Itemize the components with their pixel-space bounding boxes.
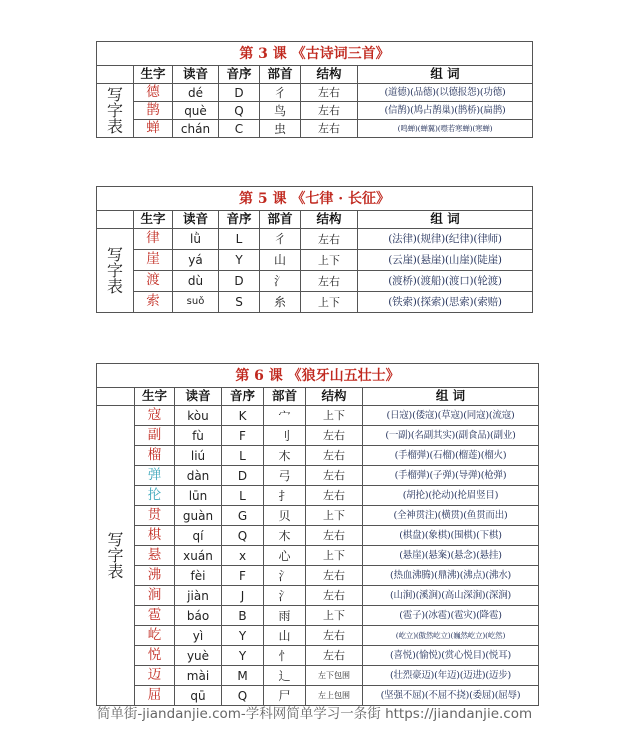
radical: 雨 xyxy=(264,606,306,626)
table-row xyxy=(97,426,539,446)
radical: 心 xyxy=(264,546,306,566)
table-row xyxy=(97,546,539,566)
header-char: 生字 xyxy=(135,388,175,406)
header-pinyin: 读音 xyxy=(173,66,219,84)
sequence-letter: D xyxy=(219,271,260,292)
pinyin: chán xyxy=(173,120,219,138)
sequence-letter: L xyxy=(222,446,264,466)
header-pinyin: 读音 xyxy=(173,211,219,229)
header-radical: 部首 xyxy=(260,66,301,84)
word-list: (道德)(品德)(以德报怨)(功德) xyxy=(358,84,533,102)
pinyin: liú xyxy=(175,446,222,466)
table-row xyxy=(97,406,539,426)
structure: 上下 xyxy=(301,292,358,313)
structure: 左右 xyxy=(306,486,363,506)
pinyin: mài xyxy=(175,666,222,686)
pinyin: qí xyxy=(175,526,222,546)
lesson-3-table xyxy=(96,41,533,138)
new-char: 屹 xyxy=(135,626,175,646)
pinyin: qū xyxy=(175,686,222,706)
table-row xyxy=(97,271,533,292)
new-char: 寇 xyxy=(135,406,175,426)
word-list: (手榴弹)(石榴)(榴莲)(榴火) xyxy=(363,446,539,466)
radical: 彳 xyxy=(260,84,301,102)
radical: 氵 xyxy=(264,566,306,586)
pinyin: fù xyxy=(175,426,222,446)
structure: 左右 xyxy=(306,426,363,446)
table-row xyxy=(97,666,539,686)
new-char: 德 xyxy=(134,84,173,102)
side-label-char: 表 xyxy=(106,276,123,296)
table-row xyxy=(97,102,533,120)
word-list: (悬崖)(悬案)(悬念)(悬挂) xyxy=(363,546,539,566)
structure: 左右 xyxy=(306,646,363,666)
structure: 上下 xyxy=(306,406,363,426)
pinyin: kòu xyxy=(175,406,222,426)
word-list: (信鹊)(鸠占鹊巢)(鹊桥)(扁鹊) xyxy=(358,102,533,120)
table-row xyxy=(97,446,539,466)
radical: 刂 xyxy=(264,426,306,446)
new-char: 榴 xyxy=(135,446,175,466)
radical: 辶 xyxy=(264,666,306,686)
table-row xyxy=(97,292,533,313)
pinyin: yì xyxy=(175,626,222,646)
word-list: (喜悦)(愉悦)(赏心悦目)(悦耳) xyxy=(363,646,539,666)
sequence-letter: C xyxy=(219,120,260,138)
word-list: (胡抡)(抡动)(抡眉竖目) xyxy=(363,486,539,506)
radical: 山 xyxy=(264,626,306,646)
sequence-letter: M xyxy=(222,666,264,686)
structure: 左右 xyxy=(306,466,363,486)
lesson-title: 第 3 课 《古诗词三首》 xyxy=(97,42,533,66)
new-char: 贯 xyxy=(135,506,175,526)
header-structure: 结构 xyxy=(301,66,358,84)
header-seq: 音序 xyxy=(219,66,260,84)
sequence-letter: S xyxy=(219,292,260,313)
radical: 忄 xyxy=(264,646,306,666)
pinyin: dé xyxy=(173,84,219,102)
structure: 上下 xyxy=(306,606,363,626)
side-label-char: 表 xyxy=(107,561,124,581)
table-row xyxy=(97,84,533,102)
side-label-char: 表 xyxy=(106,116,123,136)
pinyin: yuè xyxy=(175,646,222,666)
sequence-letter: L xyxy=(219,229,260,250)
new-char: 迈 xyxy=(135,666,175,686)
structure: 左右 xyxy=(301,271,358,292)
sequence-letter: B xyxy=(222,606,264,626)
side-label-char: 字 xyxy=(106,100,123,120)
header-radical: 部首 xyxy=(264,388,306,406)
watermark-footer: 简单街-jiandanjie.com-学科网简单学习一条街 https://jiandanjie.com xyxy=(96,706,533,722)
structure: 上下 xyxy=(306,546,363,566)
new-char: 雹 xyxy=(135,606,175,626)
word-list: (屹立)(傲然屹立)(巍然屹立)(屹然) xyxy=(363,626,539,646)
word-list: (棋盘)(象棋)(围棋)(下棋) xyxy=(363,526,539,546)
header-seq: 音序 xyxy=(222,388,264,406)
radical: 宀 xyxy=(264,406,306,426)
table-row xyxy=(97,486,539,506)
lesson-title: 第 5 课 《七律 · 长征》 xyxy=(97,187,533,211)
pinyin: jiàn xyxy=(175,586,222,606)
header-structure: 结构 xyxy=(301,211,358,229)
structure: 左右 xyxy=(306,586,363,606)
table-row xyxy=(97,566,539,586)
pinyin: báo xyxy=(175,606,222,626)
header-corner xyxy=(97,211,134,229)
word-list: (坚强不屈)(不屈不挠)(委屈)(屈辱) xyxy=(363,686,539,706)
radical: 木 xyxy=(264,446,306,466)
sequence-letter: Q xyxy=(222,686,264,706)
word-list: (铁索)(探索)(思索)(索赔) xyxy=(358,292,533,313)
side-label-char: 写 xyxy=(107,529,124,549)
structure: 左右 xyxy=(301,120,358,138)
lesson-title: 第 6 课 《狼牙山五壮士》 xyxy=(97,364,539,388)
structure: 左右 xyxy=(306,446,363,466)
structure: 左右 xyxy=(301,229,358,250)
pinyin: lǜ xyxy=(173,229,219,250)
structure: 左上包围 xyxy=(306,686,363,706)
pinyin: dù xyxy=(173,271,219,292)
table-row xyxy=(97,526,539,546)
side-label-char: 字 xyxy=(107,545,124,565)
pinyin: lūn xyxy=(175,486,222,506)
lesson-6-table xyxy=(96,363,539,706)
new-char: 弹 xyxy=(135,466,175,486)
sequence-letter: x xyxy=(222,546,264,566)
header-char: 生字 xyxy=(134,66,173,84)
new-char: 渡 xyxy=(134,271,173,292)
word-list: (热血沸腾)(鼎沸)(沸点)(沸水) xyxy=(363,566,539,586)
radical: 尸 xyxy=(264,686,306,706)
header-words: 组 词 xyxy=(363,388,539,406)
radical: 鸟 xyxy=(260,102,301,120)
sequence-letter: Y xyxy=(219,250,260,271)
sequence-letter: K xyxy=(222,406,264,426)
sequence-letter: Y xyxy=(222,646,264,666)
word-list: (法律)(规律)(纪律)(律师) xyxy=(358,229,533,250)
sequence-letter: F xyxy=(222,426,264,446)
sequence-letter: Y xyxy=(222,626,264,646)
word-list: (手榴弹)(子弹)(导弹)(枪弹) xyxy=(363,466,539,486)
radical: 山 xyxy=(260,250,301,271)
header-corner xyxy=(97,388,135,406)
new-char: 棋 xyxy=(135,526,175,546)
word-list: (鸣蝉)(蝉翼)(噤若寒蝉)(寒蝉) xyxy=(358,120,533,138)
sequence-letter: D xyxy=(222,466,264,486)
new-char: 悬 xyxy=(135,546,175,566)
side-label-char: 写 xyxy=(106,84,123,104)
new-char: 索 xyxy=(134,292,173,313)
word-list: (全神贯注)(横贯)(鱼贯而出) xyxy=(363,506,539,526)
structure: 左右 xyxy=(306,526,363,546)
header-structure: 结构 xyxy=(306,388,363,406)
table-row xyxy=(97,506,539,526)
sequence-letter: D xyxy=(219,84,260,102)
radical: 彳 xyxy=(260,229,301,250)
structure: 左右 xyxy=(306,566,363,586)
table-row xyxy=(97,229,533,250)
header-seq: 音序 xyxy=(219,211,260,229)
side-label xyxy=(97,84,134,138)
pinyin: xuán xyxy=(175,546,222,566)
pinyin: suǒ xyxy=(173,292,219,313)
new-char: 崖 xyxy=(134,250,173,271)
structure: 上下 xyxy=(301,250,358,271)
radical: 糸 xyxy=(260,292,301,313)
word-list: (雹子)(冰雹)(雹灾)(降雹) xyxy=(363,606,539,626)
lesson-5-table xyxy=(96,186,533,313)
side-label xyxy=(97,406,135,706)
sequence-letter: L xyxy=(222,486,264,506)
structure: 上下 xyxy=(306,506,363,526)
structure: 左右 xyxy=(301,102,358,120)
header-corner xyxy=(97,66,134,84)
pinyin: yá xyxy=(173,250,219,271)
side-label-char: 字 xyxy=(106,260,123,280)
new-char: 抡 xyxy=(135,486,175,506)
structure: 左右 xyxy=(301,84,358,102)
word-list: (壮烈豪迈)(年迈)(迈进)(迈步) xyxy=(363,666,539,686)
table-row xyxy=(97,250,533,271)
table-row xyxy=(97,606,539,626)
radical: 木 xyxy=(264,526,306,546)
header-words: 组 词 xyxy=(358,66,533,84)
new-char: 屈 xyxy=(135,686,175,706)
table-row xyxy=(97,626,539,646)
word-list: (日寇)(倭寇)(草寇)(同寇)(流寇) xyxy=(363,406,539,426)
structure: 左右 xyxy=(306,626,363,646)
new-char: 涧 xyxy=(135,586,175,606)
word-list: (云崖)(悬崖)(山崖)(陡崖) xyxy=(358,250,533,271)
sequence-letter: Q xyxy=(219,102,260,120)
radical: 弓 xyxy=(264,466,306,486)
new-char: 鹊 xyxy=(134,102,173,120)
new-char: 蝉 xyxy=(134,120,173,138)
header-words: 组 词 xyxy=(358,211,533,229)
header-radical: 部首 xyxy=(260,211,301,229)
pinyin: dàn xyxy=(175,466,222,486)
pinyin: guàn xyxy=(175,506,222,526)
word-list: (渡桥)(渡船)(渡口)(轮渡) xyxy=(358,271,533,292)
header-char: 生字 xyxy=(134,211,173,229)
table-row xyxy=(97,466,539,486)
new-char: 悦 xyxy=(135,646,175,666)
sequence-letter: J xyxy=(222,586,264,606)
pinyin: què xyxy=(173,102,219,120)
sequence-letter: F xyxy=(222,566,264,586)
radical: 贝 xyxy=(264,506,306,526)
new-char: 副 xyxy=(135,426,175,446)
radical: 氵 xyxy=(264,586,306,606)
sequence-letter: Q xyxy=(222,526,264,546)
side-label xyxy=(97,229,134,313)
radical: 扌 xyxy=(264,486,306,506)
table-row xyxy=(97,586,539,606)
table-row xyxy=(97,120,533,138)
pinyin: fèi xyxy=(175,566,222,586)
radical: 虫 xyxy=(260,120,301,138)
header-pinyin: 读音 xyxy=(175,388,222,406)
new-char: 沸 xyxy=(135,566,175,586)
word-list: (一副)(名副其实)(副食品)(副业) xyxy=(363,426,539,446)
side-label-char: 写 xyxy=(106,244,123,264)
table-row xyxy=(97,646,539,666)
sequence-letter: G xyxy=(222,506,264,526)
new-char: 律 xyxy=(134,229,173,250)
word-list: (山涧)(溪涧)(高山深涧)(深涧) xyxy=(363,586,539,606)
radical: 氵 xyxy=(260,271,301,292)
structure: 左下包围 xyxy=(306,666,363,686)
